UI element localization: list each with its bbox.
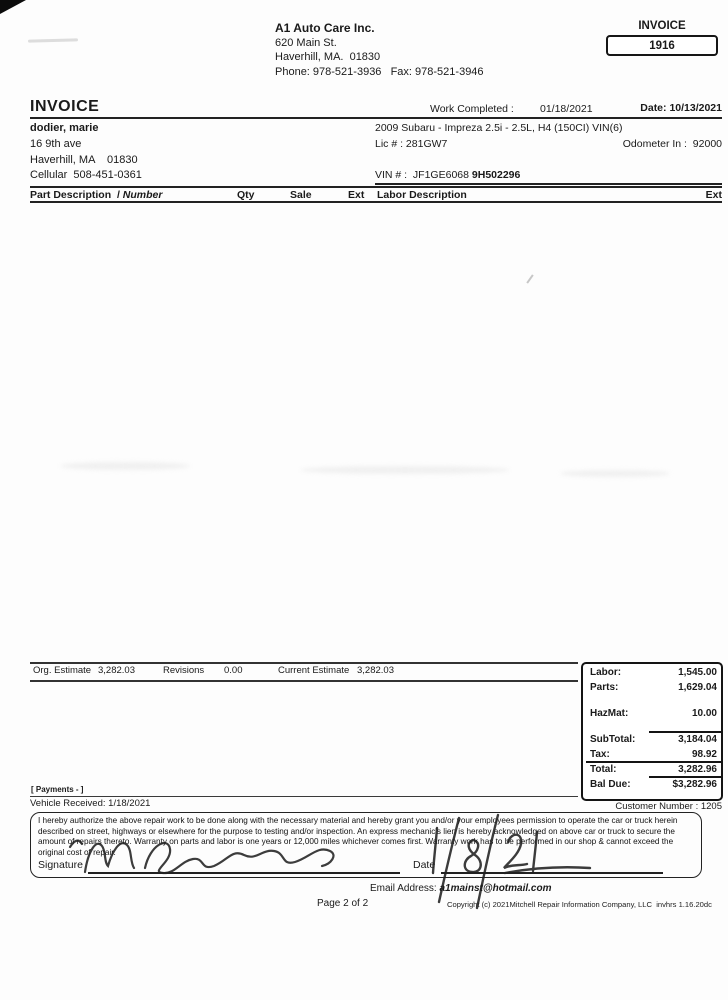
tax-value: 98.92 <box>691 749 717 760</box>
date-line <box>441 872 663 874</box>
estimate-top-rule <box>30 662 578 664</box>
org-estimate-label: Org. Estimate <box>33 665 92 676</box>
vehicle-description: 2009 Subaru - Impreza 2.5i - 2.5L, H4 (150CI) VIN(6) <box>375 122 623 134</box>
scan-smudge <box>28 38 78 42</box>
tax-label: Tax: <box>590 749 610 760</box>
customer-address-line1: 16 9th ave <box>30 137 82 150</box>
email-value: a1mainst@hotmail.com <box>439 883 552 894</box>
table-header-top-rule <box>30 186 722 188</box>
totals-row-labor <box>590 667 717 678</box>
company-phone-fax: Phone: 978-521-3936 Fax: 978-521-3946 <box>275 65 484 78</box>
payments-rule <box>30 796 578 797</box>
current-estimate-value: 3,282.03 <box>357 665 394 676</box>
email-address-line <box>370 883 552 894</box>
vehicle-license: Lic # : 281GW7 <box>375 138 448 150</box>
col-part-sep: / <box>111 189 123 201</box>
scan-smudge <box>300 466 510 474</box>
invoice-number-box: 1916 <box>606 35 718 56</box>
column-part-description <box>30 189 162 201</box>
hazmat-value: 10.00 <box>691 708 717 719</box>
totals-row-parts <box>590 682 717 693</box>
totals-divider <box>586 761 721 763</box>
scan-smudge <box>60 462 190 470</box>
total-value: 3,282.96 <box>678 764 717 775</box>
hazmat-label: HazMat: <box>590 708 629 719</box>
customer-number: Customer Number : 1205 <box>615 801 722 812</box>
revisions-value: 0.00 <box>224 665 243 676</box>
current-estimate-label: Current Estimate <box>278 665 350 676</box>
page-number: Page 2 of 2 <box>317 898 369 909</box>
vin-underline <box>375 183 722 185</box>
header-divider <box>30 117 722 119</box>
totals-row-total <box>590 764 717 775</box>
column-ext-right: Ext <box>705 189 722 201</box>
parts-value: 1,629.04 <box>678 682 717 693</box>
company-address-line1: 620 Main St. <box>275 36 337 49</box>
totals-divider <box>649 776 721 778</box>
customer-address-line2: Haverhill, MA 01830 <box>30 153 138 166</box>
subtotal-value: 3,184.04 <box>678 734 717 745</box>
page-title: INVOICE <box>30 98 100 115</box>
totals-row-bal-due <box>590 779 717 790</box>
customer-block <box>30 121 142 184</box>
vin-serial: 9H502296 <box>471 169 521 181</box>
col-number-label: Number <box>122 189 163 201</box>
scan-smudge <box>526 274 533 283</box>
email-label: Email Address: <box>370 883 440 894</box>
column-qty: Qty <box>237 189 255 201</box>
column-ext: Ext <box>348 189 365 201</box>
org-estimate-value: 3,282.03 <box>98 665 135 676</box>
subtotal-label: SubTotal: <box>590 734 636 745</box>
company-name: A1 Auto Care Inc. <box>275 21 375 35</box>
labor-value: 1,545.00 <box>678 667 717 678</box>
totals-row-tax <box>590 749 717 760</box>
column-labor-description: Labor Description <box>377 189 467 201</box>
col-part-label: Part Description <box>30 189 112 201</box>
revisions-label: Revisions <box>163 665 205 676</box>
table-header-bottom-rule <box>30 201 722 203</box>
vehicle-odometer: Odometer In : 92000 <box>622 138 722 150</box>
customer-name: dodier, marie <box>30 122 99 134</box>
totals-row-subtotal <box>590 734 717 745</box>
bal-due-value: $3,282.96 <box>672 779 717 790</box>
totals-row-hazmat <box>590 708 717 719</box>
bal-due-label: Bal Due: <box>590 779 631 790</box>
estimate-bottom-rule <box>30 680 578 682</box>
vehicle-vin <box>375 169 520 181</box>
labor-label: Labor: <box>590 667 622 678</box>
invoice-number-label: INVOICE <box>638 20 686 32</box>
signature-label: Signature <box>38 859 83 871</box>
scan-corner-artifact <box>0 0 26 14</box>
column-sale: Sale <box>290 189 312 201</box>
payments-label: [ Payments - ] <box>31 785 84 794</box>
company-block <box>275 21 484 79</box>
authorization-text: I hereby authorize the above repair work to be done along with the necessary material and hereby grant you and/or your employees permission to operate the car or truck herein described on street, highways or elsewhere for the purpose to testing and/or inspection. An express mechanic's lien is hereby acknowledged on above car or truck to secure the amount of repairs thereto. Warranty on parts and labor is one years or 12,000 miles whichever comes first. Warranty work has to be performed in our shop & cannot exceed the original cost of repair. <box>38 816 678 857</box>
work-completed-date: 01/18/2021 <box>540 103 593 115</box>
work-completed-label: Work Completed : <box>430 103 514 115</box>
customer-cellular: Cellular 508-451-0361 <box>30 169 142 182</box>
total-label: Total: <box>590 764 617 775</box>
totals-divider <box>649 731 721 733</box>
copyright-notice: Copyright (c) 2021Mitchell Repair Information Company, LLC invhrs 1.16.20dc <box>447 900 712 909</box>
date-label: Date <box>413 859 436 871</box>
vehicle-received-date: Vehicle Received: 1/18/2021 <box>30 798 151 809</box>
vin-prefix: VIN # : JF1GE6068 <box>375 169 472 181</box>
authorization-box <box>30 812 702 878</box>
invoice-date: Date: 10/13/2021 <box>640 102 722 114</box>
company-address-line2: Haverhill, MA. 01830 <box>275 51 381 63</box>
signature-line <box>88 872 400 874</box>
totals-box <box>581 662 723 801</box>
scan-smudge <box>560 470 670 477</box>
parts-label: Parts: <box>590 682 619 693</box>
